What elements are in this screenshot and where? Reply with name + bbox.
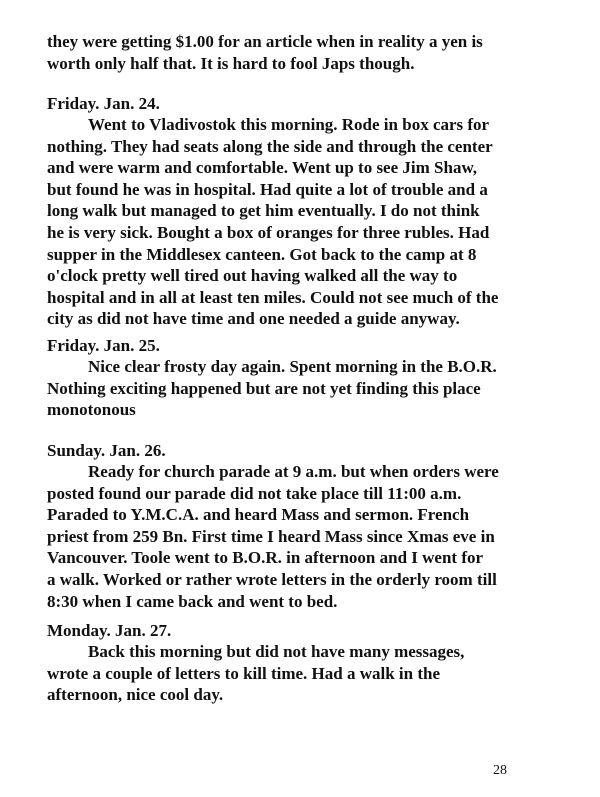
- text-line: Ready for church parade at 9 a.m. but when orders were: [88, 462, 499, 481]
- page-number: 28: [493, 763, 507, 778]
- text-line: 8:30 when I came back and went to bed.: [47, 591, 338, 611]
- entry-heading: Sunday. Jan. 26.: [47, 441, 166, 460]
- text-line: he is very sick. Bought a box of oranges for three rubles. Had: [47, 222, 490, 242]
- text-line: and were warm and comfortable. Went up to see Jim Shaw,: [47, 158, 478, 178]
- text-line: o'clock pretty well tired out having walked all the way to: [47, 266, 458, 286]
- entry-paragraph: [47, 461, 567, 612]
- text-line: Paraded to Y.M.C.A. and heard Mass and sermon. French: [47, 505, 470, 525]
- text-line: Went to Vladivostok this morning. Rode in box cars for: [88, 115, 490, 134]
- text-line: supper in the Middlesex canteen. Got back to the camp at 8: [47, 244, 477, 264]
- entry-paragraph: [47, 356, 567, 421]
- entry-paragraph: [47, 114, 567, 330]
- entry-heading: Friday. Jan. 25.: [47, 336, 160, 355]
- text-line: Nothing exciting happened but are not yet finding this place: [47, 378, 481, 398]
- text-line: nothing. They had seats along the side and through the center: [47, 136, 493, 156]
- text-line: afternoon, nice cool day.: [47, 685, 224, 705]
- intro-paragraph: [47, 31, 567, 74]
- entry-heading: Friday. Jan. 24.: [47, 94, 160, 113]
- text-line: posted found our parade did not take place till 11:00 a.m.: [47, 483, 462, 503]
- text-line: monotonous: [47, 400, 136, 420]
- text-line: wrote a couple of letters to kill time. Had a walk in the: [47, 663, 441, 683]
- text-line: worth only half that. It is hard to fool Japs though.: [47, 53, 415, 73]
- text-line: but found he was in hospital. Had quite a lot of trouble and a: [47, 179, 488, 199]
- text-line: hospital and in all at least ten miles. Could not see much of the: [47, 287, 499, 307]
- text-line: Back this morning but did not have many messages,: [88, 642, 465, 661]
- entry-heading: Monday. Jan. 27.: [47, 621, 172, 640]
- text-line: they were getting $1.00 for an article when in reality a yen is: [47, 32, 483, 51]
- text-line: Vancouver. Toole went to B.O.R. in afternoon and I went for: [47, 548, 484, 568]
- text-line: a walk. Worked or rather wrote letters in the orderly room till: [47, 569, 497, 589]
- text-line: priest from 259 Bn. First time I heard Mass since Xmas eve in: [47, 526, 495, 546]
- entry-paragraph: [47, 641, 567, 706]
- text-line: Nice clear frosty day again. Spent morning in the B.O.R.: [88, 357, 497, 376]
- text-line: long walk but managed to get him eventually. I do not think: [47, 201, 480, 221]
- text-line: city as did not have time and one needed a guide anyway.: [47, 309, 460, 329]
